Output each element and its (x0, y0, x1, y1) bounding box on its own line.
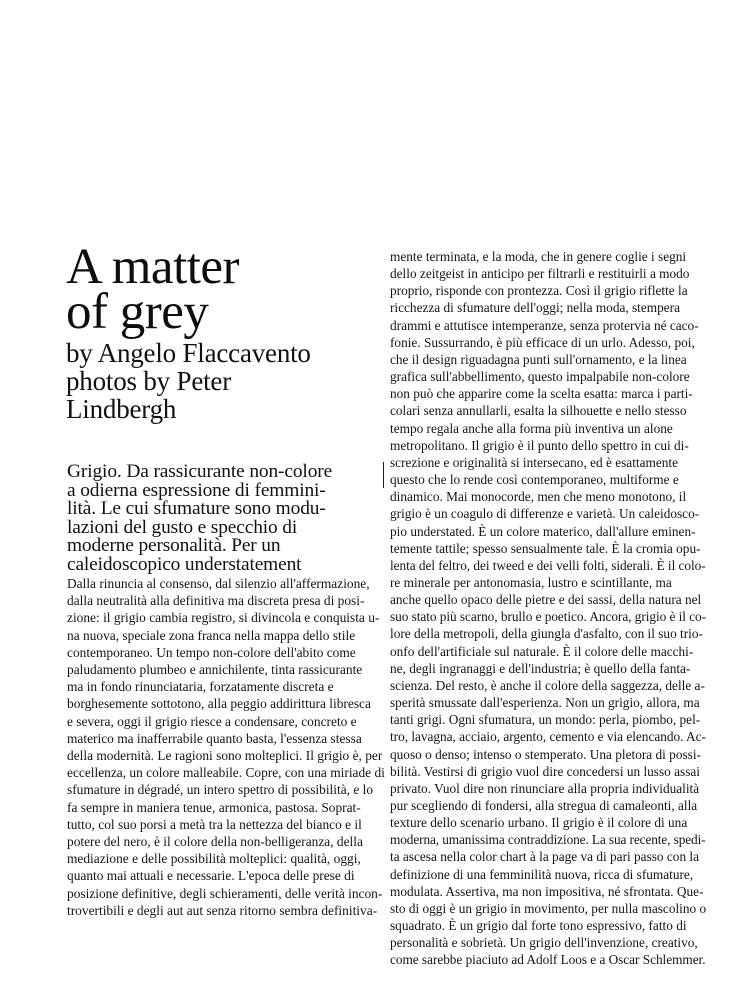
body-text-line: eccellenza, un colore malleabile. Copre, con una miriade di (67, 765, 385, 781)
body-text-line: fonie. Sussurrando, è più efficace di un urlo. Adesso, poi, (390, 334, 695, 350)
body-text-line: proprio, risponde con prontezza. Così il grigio riflette la (390, 283, 688, 299)
lede-line: Grigio. Da rassicurante non-colore (67, 461, 333, 482)
body-text-line: ta ascesa nella color chart à la page va di pari passo con la (390, 849, 700, 865)
body-text-line: pur scegliendo di fondersi, alla stregua di camaleonti, alla (390, 798, 698, 813)
body-text-line: privato. Vuol dire non rinunciare alla propria individualità (390, 780, 700, 796)
lede-line: moderne personalità. Per un (67, 535, 281, 557)
body-text-line: Dalla rinuncia al consenso, dal silenzio all'affermazione, (67, 576, 370, 591)
body-text-line: ne, degli ingranaggi e dell'industria; è quello della fanta- (390, 660, 691, 676)
body-text-line: colari senza annullarli, esalta la silhouette e nello stesso (390, 403, 687, 419)
body-text-line: come sarebbe piaciuto ad Adolf Loos e a Oscar Schlemmer. (390, 952, 706, 968)
body-text-line: moderna, umanissima contraddizione. La sua recente, spedi- (390, 832, 706, 848)
lede-line: lità. Le cui sfumature sono modu- (67, 498, 326, 520)
body-text-line: modulata. Assertiva, ma non impositiva, né sfrontata. Que- (390, 883, 704, 899)
body-text-line: quanto mai attuali e necessarie. L'epoca delle prese di (67, 868, 355, 884)
column-rule (383, 462, 384, 488)
body-text-left-column (67, 575, 385, 919)
body-text-line: lore della metropoli, della giungla d'asfalto, con il suo trio- (390, 626, 703, 642)
body-text-line: materico ma inafferrabile quanto basta, l'essenza stessa (67, 730, 362, 746)
body-text-line: sto di oggi è un grigio in movimento, per nulla mascolino o (390, 900, 707, 916)
body-text-line: scienza. Del resto, è anche il colore della saggezza, delle a- (390, 677, 705, 693)
credit-line: Lindbergh (66, 394, 177, 424)
body-text-line: quoso o denso; intenso o stemperato. Una pletora di possi- (390, 746, 701, 762)
body-text-line: anche quello opaco delle pietre e dei sassi, della natura nel (390, 592, 702, 608)
body-text-line: pio understated. È un colore materico, dall'allure eminen- (390, 523, 696, 539)
body-text-line: dinamico. Mai monocorde, men che meno monotono, il (390, 489, 687, 505)
body-text-line: squadrato. È un grigio dal forte tono espressivo, fatto di (390, 918, 687, 934)
title-line: of grey (66, 284, 209, 340)
body-text-line: temente tattile; spesso sensualmente tale. È la cromia opu- (390, 540, 701, 556)
body-text-line: tro, lavagna, acciaio, argento, cemento e via elencando. Ac- (390, 729, 706, 745)
body-text-line: borghesemente sottotono, alla peggio addirittura libresca (67, 696, 371, 712)
lede-line: lazioni del gusto e specchio di (67, 516, 298, 538)
body-text-line: metropolitano. Il grigio è il punto dello spettro in cui di- (390, 437, 689, 453)
title-line: A matter (66, 239, 240, 295)
body-text-line: posizione definitive, degli schieramenti, delle verità incon- (67, 885, 383, 901)
body-text-line: tanti grigi. Ogni sfumatura, un mondo: perla, piombo, pel- (390, 712, 701, 728)
body-text-line: dello zeitgeist in anticipo per filtrarli e restituirli a modo (390, 266, 690, 282)
body-text-line: che il design riguadagna punti sull'ornamento, e la linea (390, 351, 687, 367)
body-text-line: ricchezza di sfumature dell'oggi; nella moda, stempera (390, 300, 681, 316)
credit-line: photos by Peter (66, 366, 231, 396)
article-title (66, 239, 386, 340)
body-text-line: non può che apparire come la scelta esatta: marca i parti- (390, 386, 693, 402)
body-text-line: trovertibili e degli aut aut senza ritorno sembra definitiva- (67, 902, 378, 918)
body-text-line: definizione di una femminilità nuova, ricca di sfumature, (390, 866, 694, 882)
body-text-line: bilità. Vestirsi di grigio vuol dire concedersi un lusso assai (390, 763, 700, 779)
body-text-line: drammi e attutisce intemperanze, senza protervia né caco- (390, 317, 699, 333)
lede-line: caleidoscopico understatement (67, 553, 302, 575)
body-text-line: lenta del feltro, dei tweed e dei velli folti, siderali. È il colo- (390, 557, 706, 573)
body-text-line: e severa, oggi il grigio riesce a condensare, concreto e (67, 713, 357, 729)
body-text-line: dalla neutralità alla definitiva ma discreta presa di posi- (67, 593, 365, 609)
body-text-line: onfo dell'artificiale sul naturale. È il colore delle macchi- (390, 643, 694, 659)
body-text-line: paludamento plumbeo e annichilente, tinta rassicurante (67, 662, 363, 678)
body-text-line: fa sempre in maniera tenue, armonica, pastosa. Soprat- (67, 799, 361, 815)
body-text-line: re minerale per antonomasia, lustro e scintillante, ma (390, 574, 672, 590)
body-text-line: mente terminata, e la moda, che in genere coglie i segni (390, 249, 687, 264)
lede-line: a odierna espressione di femmini- (67, 479, 326, 501)
article-credits (66, 339, 386, 423)
body-text-line: contemporaneo. Un tempo non-colore dell'abito come (67, 644, 356, 660)
body-text-line: screzione e originalità si intersecano, ed è esattamente (390, 454, 678, 470)
body-text-line: texture dello scenario urbano. Il grigio è il colore di una (390, 815, 688, 831)
body-text-line: sperità smussate dall'esperienza. Non un grigio, allora, ma (390, 695, 700, 711)
body-text-line: ma in fondo rinunciataria, forzatamente discreta e (67, 679, 334, 695)
article-lede (67, 463, 387, 575)
body-text-line: personalità e sobrietà. Un grigio dell'invenzione, creativo, (390, 935, 698, 951)
body-text-line: na nuova, speciale zona franca nella mappa dello stile (67, 627, 356, 643)
body-text-line: mediazione e delle possibilità molteplici: qualità, oggi, (67, 851, 361, 867)
body-text-line: grigio è un coagulo di differenze e varietà. Un caleidosco- (390, 506, 700, 522)
body-text-line: grafica sull'abbellimento, questo impalpabile non-colore (390, 369, 690, 385)
body-text-right-column (390, 248, 706, 969)
body-text-line: sfumature in dégradé, un intero spettro di possibilità, e lo (67, 782, 374, 798)
body-text-line: zione: il grigio cambia registro, si divincola e conquista u- (67, 610, 380, 626)
body-text-line: della modernità. Le ragioni sono molteplici. Il grigio è, per (67, 748, 383, 764)
body-text-line: tutto, col suo porsi a metà tra la nettezza del bianco e il (67, 816, 362, 832)
body-text-line: questo che lo rende così contemporaneo, multiforme e (390, 472, 679, 488)
credit-line: by Angelo Flaccavento (66, 338, 311, 368)
body-text-line: suo stato più scarno, brullo e poetico. Ancora, grigio è il co- (390, 609, 706, 625)
body-text-line: potere del nero, è il colore della non-belligeranza, della (67, 834, 363, 850)
body-text-line: tempo regala anche alla forma più inventiva un alone (390, 420, 673, 436)
